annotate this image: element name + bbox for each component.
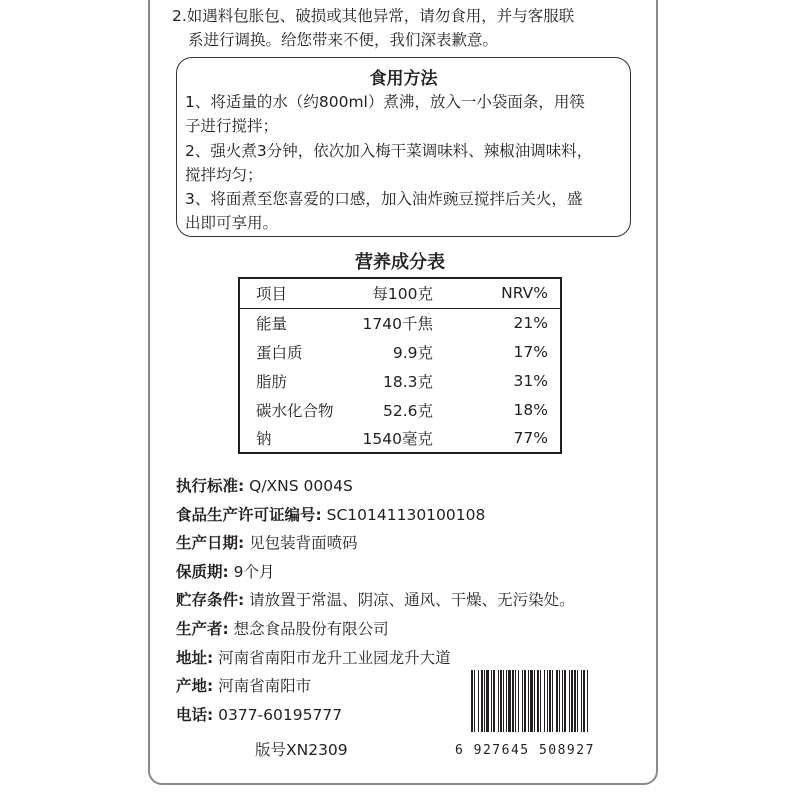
usage-method-steps — [185, 90, 627, 236]
header-per-100g: 每100克 — [351, 278, 437, 308]
method-line: 出即可享用。 — [185, 214, 279, 233]
info-label: 贮存条件: — [176, 591, 245, 610]
info-row-shelf-life — [176, 558, 646, 587]
info-value: 0377-60195777 — [213, 705, 343, 724]
info-row-license — [176, 501, 646, 530]
method-line: 3、将面煮至您喜爱的口感，加入油炸豌豆搅拌后关火，盛 — [185, 190, 583, 209]
notice-line-2: 系进行调换。给您带来不便，我们深表歉意。 — [188, 31, 499, 49]
info-label: 地址: — [176, 648, 214, 667]
method-line: 1、将适量的水（约800ml）煮沸，放入一小袋面条，用筷 — [185, 93, 585, 111]
nutrient-amount: 9.9克 — [392, 343, 433, 362]
nutrient-nrv: 17% — [513, 342, 548, 361]
info-value: SC10141130100108 — [321, 505, 486, 524]
barcode-number: 6 927645 508927 — [455, 743, 595, 758]
nutrient-nrv: 31% — [513, 371, 548, 390]
info-value: 9个月 — [228, 562, 275, 581]
method-line: 子进行搅拌； — [185, 117, 279, 136]
info-row-storage — [176, 586, 646, 615]
nutrient-amount: 1740千焦 — [362, 314, 433, 333]
info-value: 河南省南阳市 — [213, 677, 312, 696]
info-label: 电话: — [176, 705, 214, 724]
table-row — [239, 337, 561, 366]
nutrient-nrv: 77% — [513, 429, 548, 447]
header-nrv: NRV% — [437, 278, 561, 308]
nutrient-amount: 52.6克 — [382, 401, 433, 420]
notice-text — [172, 4, 642, 52]
info-label: 食品生产许可证编号: — [176, 505, 322, 524]
nutrient-name: 蛋白质 — [256, 343, 303, 362]
method-line: 2、强火煮3分钟，依次加入梅干菜调味料、辣椒油调味料， — [185, 141, 593, 160]
info-label: 生产日期: — [176, 534, 245, 553]
usage-method-title: 食用方法 — [369, 69, 438, 89]
nutrient-name: 钠 — [256, 430, 272, 448]
nutrition-table — [238, 277, 562, 454]
nutrient-nrv: 18% — [513, 400, 548, 419]
usage-method-box — [176, 57, 631, 237]
version-number: 版号XN2309 — [255, 741, 348, 759]
info-label: 保质期: — [176, 562, 229, 581]
table-row — [239, 424, 561, 453]
info-label: 执行标准: — [176, 477, 245, 495]
nutrient-name: 碳水化合物 — [256, 401, 334, 420]
nutrient-amount: 18.3克 — [382, 372, 433, 391]
nutrient-amount: 1540毫克 — [362, 430, 433, 448]
nutrient-nrv: 21% — [513, 313, 548, 332]
nutrient-name: 能量 — [256, 314, 288, 333]
info-value: Q/XNS 0004S — [244, 477, 353, 495]
table-row — [239, 395, 561, 424]
info-value: 河南省南阳市龙升工业园龙升大道 — [213, 648, 451, 667]
table-row — [239, 308, 561, 337]
barcode-icon — [469, 670, 635, 732]
table-row — [239, 366, 561, 395]
info-value: 请放置于常温、阴凉、通风、干燥、无污染处。 — [244, 591, 575, 610]
info-row-address — [176, 644, 646, 673]
notice-line-1: 2.如遇料包胀包、破损或其他异常，请勿食用，并与客服联 — [172, 7, 575, 25]
table-header-row — [239, 278, 561, 308]
info-row-standard — [176, 472, 646, 501]
info-row-producer — [176, 615, 646, 644]
method-line: 搅拌均匀； — [185, 165, 263, 184]
info-label: 生产者: — [176, 619, 229, 638]
info-value: 想念食品股份有限公司 — [228, 619, 389, 638]
nutrient-name: 脂肪 — [256, 372, 288, 391]
info-label: 产地: — [176, 677, 214, 696]
info-row-production-date — [176, 529, 646, 558]
header-item: 项目 — [239, 278, 351, 308]
info-value: 见包装背面喷码 — [244, 534, 358, 553]
nutrition-title: 营养成分表 — [355, 252, 445, 273]
